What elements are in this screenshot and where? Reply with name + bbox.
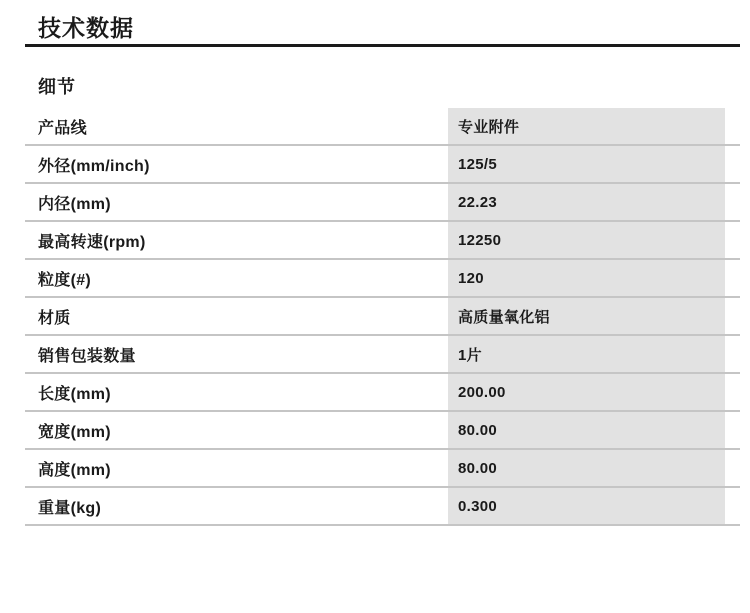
row-spacer	[725, 488, 740, 524]
section-heading-details: 细节	[38, 77, 76, 97]
spec-label: 材质	[38, 309, 71, 327]
row-spacer	[725, 450, 740, 486]
table-row	[25, 412, 740, 450]
spec-value: 80.00	[448, 412, 725, 448]
spec-value: 22.23	[448, 184, 725, 220]
spec-value: 1片	[448, 336, 725, 372]
table-row	[25, 298, 740, 336]
row-spacer	[725, 260, 740, 296]
table-row	[25, 260, 740, 298]
spec-label: 重量(kg)	[38, 499, 102, 517]
spec-value: 高质量氧化铝	[448, 298, 725, 334]
spec-label: 内径(mm)	[38, 195, 111, 213]
spec-value: 12250	[448, 222, 725, 258]
row-spacer	[725, 374, 740, 410]
spec-value: 0.300	[448, 488, 725, 524]
spec-value: 专业附件	[448, 108, 725, 144]
spec-value: 80.00	[448, 450, 725, 486]
spec-label: 产品线	[38, 119, 87, 137]
title-underline-rule	[25, 44, 740, 47]
table-row	[25, 222, 740, 260]
spec-label: 粒度(#)	[38, 271, 92, 289]
spec-value: 200.00	[448, 374, 725, 410]
page-title: 技术数据	[38, 15, 134, 41]
spec-label: 宽度(mm)	[38, 423, 111, 441]
row-spacer	[725, 222, 740, 258]
spec-value: 120	[448, 260, 725, 296]
row-spacer	[725, 108, 740, 144]
table-row	[25, 450, 740, 488]
row-spacer	[725, 298, 740, 334]
spec-table	[25, 108, 740, 526]
table-row	[25, 146, 740, 184]
table-row	[25, 108, 740, 146]
row-spacer	[725, 412, 740, 448]
table-row	[25, 184, 740, 222]
row-spacer	[725, 146, 740, 182]
spec-value: 125/5	[448, 146, 725, 182]
spec-label: 最高转速(rpm)	[38, 233, 146, 251]
row-spacer	[725, 184, 740, 220]
table-row	[25, 488, 740, 526]
table-row	[25, 336, 740, 374]
spec-label: 外径(mm/inch)	[38, 157, 150, 175]
spec-label: 长度(mm)	[38, 385, 111, 403]
spec-label: 高度(mm)	[38, 461, 111, 479]
technical-data-page	[0, 17, 750, 613]
table-row	[25, 374, 740, 412]
row-spacer	[725, 336, 740, 372]
spec-label: 销售包装数量	[38, 347, 136, 365]
